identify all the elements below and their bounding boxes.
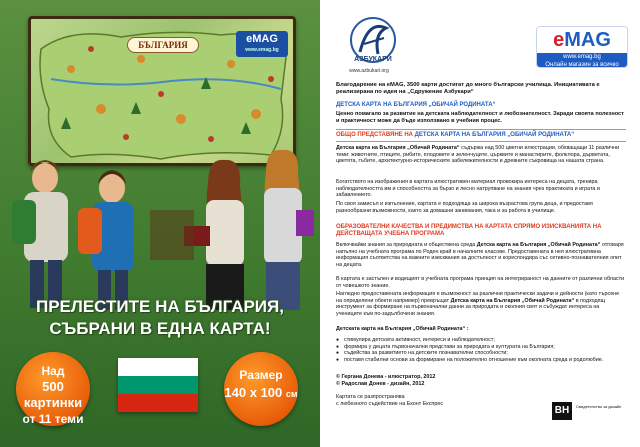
practical-body: в подходящ инструмент за формиране на първоначални данни за природата и околния свят и събуждат интереса на учениците към по-задълбочени знания.: [336, 297, 606, 317]
size-value: 140 х 100: [224, 385, 283, 400]
distribution-line-1: Картата се разпространява: [336, 394, 405, 400]
flag-red-stripe: [118, 394, 198, 412]
divider-2: [336, 141, 626, 142]
benefits-heading: [336, 326, 626, 333]
emag-mini-tagline: www.emag.bg: [245, 47, 279, 53]
bh-logo-mark: BH: [552, 402, 572, 420]
section-heading-2: [336, 132, 626, 139]
badge-left-line-2: 500 картинки: [23, 379, 83, 410]
curriculum-lead: Включвайки знания за природната и обществена среда: [336, 242, 477, 248]
overview-body: съдържа над 500 цветни илюстрации, обхващащи 11 различни теми: животните, птиците, рибите, плодовете и зеленчуците, църквите и манастирите, фолклора, дърветата, цветята, гъбите, архитектурно-историческите забележителности и древните съкровища на нашата страна.: [336, 145, 620, 165]
curriculum-title: Детска карта на България „Обичай Родината“: [476, 242, 601, 248]
credit-designer: © Радослав Донев - дизайн, 2012: [336, 380, 425, 387]
heading-2-prefix: ОБЩО ПРЕДСТАВЯНЕ НА: [336, 132, 415, 138]
benefits-list: [336, 337, 626, 363]
benefit-item: ● стимулира детската активност, интереси и наблюдателност;: [336, 337, 626, 344]
slogan-line-2: СЪБРАНИ В ЕДНА КАРТА!: [49, 319, 271, 338]
emag-logo-wordmark: [537, 27, 627, 53]
azbukari-url[interactable]: www.azbukari.org: [349, 68, 389, 74]
section-1-text: Ценно помагало за развитие на детската наблюдателност и любознателност. Заради своята полезност и практичност може да бъде използвано в учебния процес.: [336, 111, 624, 124]
benefit-item: ● съдейства за развитието на детските познавателни способности;: [336, 350, 626, 357]
benefits-title: Детската карта на България „Обичай Родината“ :: [336, 326, 469, 332]
emag-logo-mag: MAG: [564, 29, 611, 51]
section-heading-1: ДЕТСКА КАРТА НА БЪЛГАРИЯ „ОБИЧАЙ РОДИНАТА“: [336, 102, 496, 108]
badge-right-line-1: Размер: [239, 368, 283, 382]
bulgarian-flag: [118, 358, 198, 412]
intro-text: Благодарение на eMAG, 3500 карти достигат до много български училища. Инициативата е реализирана по идея на „Сдружение Азбукари“: [336, 82, 600, 95]
badge-left-line-1: Над: [41, 364, 65, 378]
practical-paragraph: [336, 291, 626, 317]
badge-left-line-3: от 11 теми: [22, 412, 84, 426]
children-photo: [0, 140, 320, 310]
heading-2-title: ДЕТСКА КАРТА НА БЪЛГАРИЯ „ОБИЧАЙ РОДИНАТА“: [414, 132, 575, 138]
distribution-line-2: с любезното съдействие на Еконт Експрес: [336, 400, 444, 407]
audience-paragraph: По своя замисъл и изпълнение, картата е подходяща за широка възрастова група деца, и предоставя разнообразни възможности, както за домашни занимания, така и за работа в училище.: [336, 201, 593, 214]
emag-logo-e: e: [553, 29, 565, 51]
emag-url[interactable]: www.emag.bg: [563, 54, 601, 60]
emag-logo: [536, 26, 628, 68]
credit-illustrator: © Гергана Донева - илюстратор, 2012: [336, 374, 436, 380]
pictures-count-badge: [16, 352, 90, 426]
benefit-item: ● поставя стабилни основи за формиране на положително отношение към околната среда и родолюбие.: [336, 357, 626, 364]
benefit-item: ● формира у децата първоначални представи за природата и културата на България;: [336, 344, 626, 351]
curriculum-body: отговаря напълно на учебната програма по Роден край в началните класове. Предоставената в нея илюстративна информация съответства на важните изисквания за достъпност и кореспондира със сетивно-познавателния опит на децата.: [336, 242, 624, 268]
bh-logo-text: Свидетелство за дизайн: [576, 404, 622, 409]
slogan-line-1: ПРЕЛЕСТИТЕ НА БЪЛГАРИЯ,: [36, 297, 284, 316]
info-page: [320, 0, 640, 447]
emag-mini-logo: [236, 31, 288, 57]
size-badge: [224, 352, 298, 426]
child-1-icon: [12, 160, 68, 308]
map-title: БЪЛГАРИЯ: [127, 37, 199, 53]
badge-right-line-2: [224, 384, 298, 403]
practical-lead: Нагледно предоставената информация е възможност за различни практически задачи и дейности (като търсене на определени обекти например) превръщат: [336, 291, 620, 304]
section-heading-3: ОБРАЗОВАТЕЛНИ КАЧЕСТВА И ПРЕДИМСТВА НА КАРТАТА СПРЯМО ИЗИСКВАНИЯТА НА ДЕЙСТВАЩАТА УЧЕБНА ПРОГРАМА: [336, 224, 602, 237]
size-unit: см: [285, 389, 298, 399]
richness-paragraph: Богатството на изображения в картата илюстративен материал провокира интереса на децата, тренира наблюдателността им и способността за бързо и лесно натрупване на знания чрез практиката и играта и забавлението.: [336, 179, 600, 199]
flag-white-stripe: [118, 358, 198, 376]
overview-title: Детска карта на България „Обичай Родината“: [336, 145, 460, 151]
azbukari-name: АЗБУКАРИ: [354, 56, 392, 63]
curriculum-paragraph: [336, 242, 626, 268]
divider-1: [336, 129, 626, 130]
child-2-icon: [78, 170, 134, 310]
overview-paragraph: [336, 145, 626, 165]
distribution-note: [336, 394, 536, 407]
emag-mini-label: eMAG: [246, 33, 278, 45]
azbukari-logo-icon: [338, 14, 408, 72]
cover-slogan: [10, 296, 310, 340]
emag-tagline: Онлайн магазин за всичко: [545, 62, 619, 68]
credits: [336, 374, 626, 387]
emag-logo-footer: [537, 53, 627, 68]
bh-logo: [552, 402, 622, 420]
integration-paragraph: В картата е застъпен и водещият в учебната програма принцип на интегрираност на данните от различни области от човешкото знание.: [336, 276, 625, 289]
practical-title: Детска карта на България „Обичай Родината“: [450, 297, 575, 304]
flag-green-stripe: [118, 376, 198, 394]
child-4-icon: [264, 150, 314, 310]
